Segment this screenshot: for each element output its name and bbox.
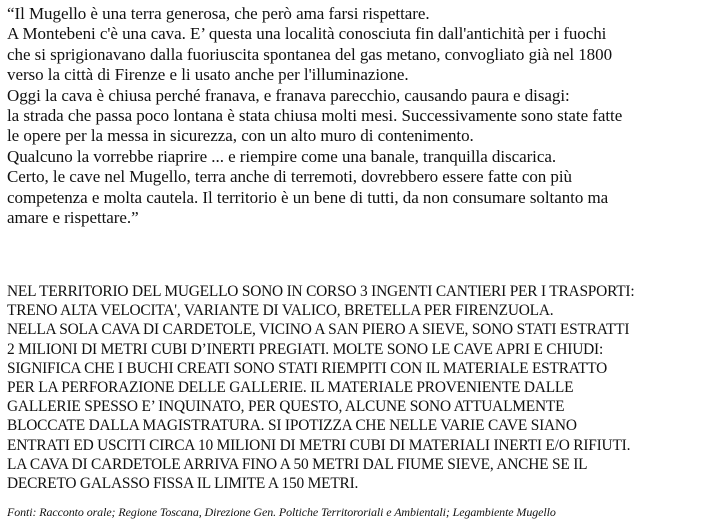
facts-line: GALLERIE SPESSO E’ INQUINATO, PER QUESTO, ALCUNE SONO ATTUALMENTE	[7, 398, 565, 416]
quote-line: Qualcuno la vorrebbe riaprire ... e riempire come una banale, tranquilla discarica.	[7, 146, 557, 166]
facts-line: BLOCCATE DALLA MAGISTRATURA. SI IPOTIZZA CHE NELLE VARIE CAVE SIANO	[7, 417, 577, 435]
quote-line: le opere per la messa in sicurezza, con un alto muro di contenimento.	[7, 126, 474, 146]
facts-line: DECRETO GALASSO FISSA IL LIMITE A 150 METRI.	[7, 474, 359, 492]
facts-paragraph	[7, 282, 704, 493]
quote-line: competenza e molta cautela. Il territorio è un bene di tutti, da non consumare soltanto ma	[7, 187, 609, 207]
facts-line: NEL TERRITORIO DEL MUGELLO SONO IN CORSO 3 INGENTI CANTIERI PER I TRASPORTI:	[7, 283, 635, 300]
facts-line: SIGNIFICA CHE I BUCHI CREATI SONO STATI RIEMPITI CON IL MATERIALE ESTRATTO	[7, 359, 608, 377]
facts-line: LA CAVA DI CARDETOLE ARRIVA FINO A 50 METRI DAL FIUME SIEVE, ANCHE SE IL	[7, 455, 588, 473]
quote-line: Certo, le cave nel Mugello, terra anche di terremoti, dovrebbero essere fatte con più	[7, 167, 573, 187]
quote-line: verso la città di Firenze e li usato anche per l'illuminazione.	[7, 65, 409, 85]
quote-line: la strada che passa poco lontana è stata chiusa molti mesi. Successivamente sono state fatte	[7, 105, 623, 125]
quote-line: A Montebeni c'è una cava. E’ questa una località conosciuta fin dall'antichità per i fuochi	[7, 24, 607, 44]
sources-footnote: Fonti: Racconto orale; Regione Toscana, Direzione Gen. Poltiche Territororiali e Ambientali; Legambiente Mugello	[7, 505, 556, 519]
quote-paragraph	[7, 4, 702, 228]
quote-line: Oggi la cava è chiusa perché franava, e franava parecchio, causando paura e disagi:	[7, 85, 570, 105]
quote-line: “Il Mugello è una terra generosa, che però ama farsi rispettare.	[7, 4, 430, 23]
quote-line: amare e rispettare.”	[7, 207, 139, 227]
facts-line: TRENO ALTA VELOCITA', VARIANTE DI VALICO, BRETELLA PER FIRENZUOLA.	[7, 302, 554, 320]
facts-line: NELLA SOLA CAVA DI CARDETOLE, VICINO A SAN PIERO A SIEVE, SONO STATI ESTRATTI	[7, 321, 630, 339]
facts-line: 2 MILIONI DI METRI CUBI D’INERTI PREGIATI. MOLTE SONO LE CAVE APRI E CHIUDI:	[7, 340, 604, 358]
facts-line: PER LA PERFORAZIONE DELLE GALLERIE. IL MATERIALE PROVENIENTE DALLE	[7, 378, 574, 396]
facts-line: ENTRATI ED USCITI CIRCA 10 MILIONI DI METRI CUBI DI MATERIALI INERTI E/O RIFIUTI.	[7, 436, 631, 454]
quote-line: che si sprigionavano dalla fuoriuscita spontanea del gas metano, convogliato già nel 1800	[7, 44, 613, 64]
